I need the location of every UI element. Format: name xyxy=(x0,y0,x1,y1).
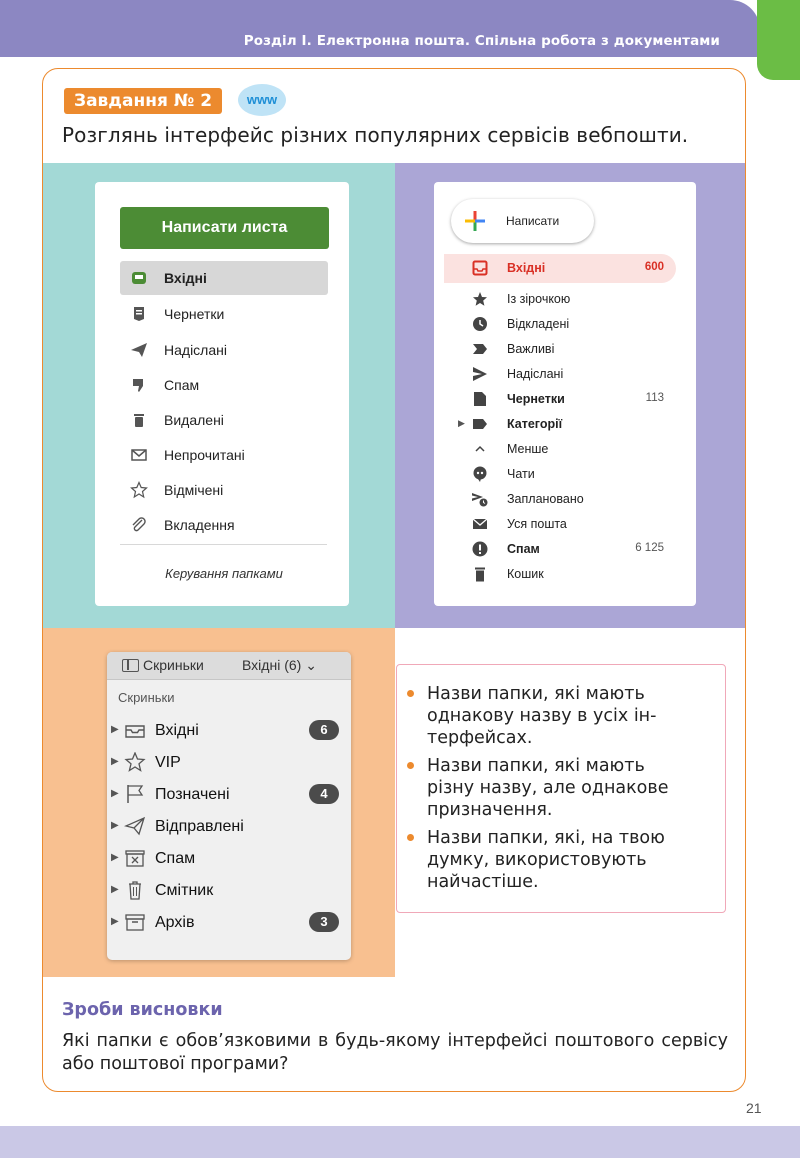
draft-icon xyxy=(472,391,488,407)
item-label: Важливі xyxy=(507,342,555,356)
disclosure-triangle-icon[interactable]: ▶ xyxy=(111,820,119,831)
unread-badge: 4 xyxy=(309,784,339,804)
trash-icon xyxy=(124,880,146,900)
mailboxes-button[interactable]: Скриньки xyxy=(143,657,204,673)
mailbox-inbox[interactable] xyxy=(107,716,351,746)
question-item xyxy=(427,683,717,749)
manage-folders-link[interactable]: Керування папками xyxy=(165,566,283,581)
service2-item-scheduled[interactable] xyxy=(444,487,676,512)
task-intro: Розглянь інтерфейс різних популярних сервісів вебпошти. xyxy=(62,123,689,147)
question-item xyxy=(427,827,717,893)
service2-item-trash[interactable] xyxy=(444,562,676,587)
compose-button[interactable] xyxy=(451,199,594,243)
question-line: найчастіше. xyxy=(427,872,539,892)
item-label: Чернетки xyxy=(507,392,565,406)
folder-label: Спам xyxy=(164,377,200,393)
mailbox-junk[interactable] xyxy=(107,844,351,874)
service1-folder-deleted[interactable] xyxy=(120,403,328,437)
service2-item-drafts[interactable] xyxy=(444,387,676,412)
footer-band xyxy=(0,1126,800,1158)
disclosure-triangle-icon[interactable]: ▶ xyxy=(111,884,119,895)
question-line: різну назву, але однакове xyxy=(427,778,669,798)
question-line: думку, використовують xyxy=(427,850,647,870)
flag-icon xyxy=(124,784,146,804)
folder-label: Надіслані xyxy=(164,342,227,358)
mailbox-label: Позначені xyxy=(155,786,230,803)
question-line: Назви папки, які мають xyxy=(427,756,645,776)
disclosure-triangle-icon[interactable]: ▶ xyxy=(111,724,119,735)
item-label: Категорії xyxy=(507,417,563,431)
trash-icon xyxy=(130,411,148,429)
bullet-dot xyxy=(407,690,414,697)
chat-icon xyxy=(472,466,488,482)
bullet-dot xyxy=(407,762,414,769)
disclosure-triangle-icon[interactable]: ▶ xyxy=(111,756,119,767)
paperclip-icon xyxy=(130,516,148,534)
item-label: Відкладені xyxy=(507,317,570,331)
mailbox-toolbar xyxy=(107,652,351,680)
expand-caret-icon[interactable]: ▶ xyxy=(458,418,465,428)
mailbox-label: Відправлені xyxy=(155,818,244,835)
disclosure-triangle-icon[interactable]: ▶ xyxy=(111,788,119,799)
service2-item-categories[interactable] xyxy=(444,412,676,437)
mailbox-label: VIP xyxy=(155,754,181,771)
folder-label: Видалені xyxy=(164,412,224,428)
service2-item-snoozed[interactable] xyxy=(444,312,676,337)
label-icon xyxy=(472,416,488,432)
chapter-tab xyxy=(757,0,800,80)
folder-label: Непрочитані xyxy=(164,447,245,463)
service1-folder-spam[interactable] xyxy=(120,368,328,402)
service2-item-sent[interactable] xyxy=(444,362,676,387)
www-icon: www xyxy=(238,84,286,116)
service1-folder-unread[interactable] xyxy=(120,438,328,472)
service3-sidebar xyxy=(107,652,351,960)
unread-badge: 3 xyxy=(309,912,339,932)
question-item xyxy=(427,755,717,821)
item-label: Чати xyxy=(507,467,535,481)
send-icon xyxy=(472,366,488,382)
item-label: Вхідні xyxy=(507,261,546,275)
service2-item-all-mail[interactable] xyxy=(444,512,676,537)
thumbs-down-icon xyxy=(130,376,148,394)
question-line: Назви папки, які, на твою xyxy=(427,828,665,848)
folder-label: Вкладення xyxy=(164,517,235,533)
item-count: 113 xyxy=(645,392,664,404)
item-label: Спам xyxy=(507,542,540,556)
mailbox-flagged[interactable] xyxy=(107,780,351,810)
service1-folder-sent[interactable] xyxy=(120,333,328,367)
draft-icon xyxy=(130,305,148,323)
question-line: терфейсах. xyxy=(427,728,533,748)
compose-label: Написати xyxy=(506,214,560,228)
scheduled-icon xyxy=(472,491,488,507)
service1-folder-flagged[interactable] xyxy=(120,473,328,507)
junk-icon xyxy=(124,848,146,868)
mailbox-archive[interactable] xyxy=(107,908,351,938)
compose-button[interactable]: Написати листа xyxy=(120,207,329,249)
question-line: призначення. xyxy=(427,800,553,820)
service2-item-less[interactable] xyxy=(444,437,676,462)
folder-label: Відмічені xyxy=(164,482,224,498)
bullet-dot xyxy=(407,834,414,841)
inbox-tray-icon xyxy=(124,720,146,740)
page-number: 21 xyxy=(746,1100,762,1116)
inbox-icon xyxy=(130,269,148,287)
service2-item-inbox[interactable] xyxy=(444,256,676,281)
important-icon xyxy=(472,341,488,357)
chapter-title: Розділ І. Електронна пошта. Спільна робота з документами xyxy=(243,33,720,49)
chevron-up-icon xyxy=(472,441,488,457)
sent-icon xyxy=(130,341,148,359)
mailbox-label: Спам xyxy=(155,850,196,867)
item-label: Із зірочкою xyxy=(507,292,571,306)
mailbox-vip[interactable] xyxy=(107,748,351,778)
sidebar-toggle-icon[interactable] xyxy=(122,659,139,672)
item-label: Надіслані xyxy=(507,367,564,381)
mail-icon xyxy=(472,516,488,532)
service2-item-spam[interactable] xyxy=(444,537,676,562)
conclusion-text: Які папки є обов’язковими в будь-якому інтерфейсі поштового сервісу або поштової програми? xyxy=(62,1031,728,1074)
trash-icon xyxy=(472,566,488,582)
service1-folder-inbox[interactable] xyxy=(120,261,328,295)
archive-box-icon xyxy=(124,912,146,932)
mailbox-sent[interactable] xyxy=(107,812,351,842)
clock-icon xyxy=(472,316,488,332)
questions-box xyxy=(396,664,726,913)
disclosure-triangle-icon[interactable]: ▶ xyxy=(111,852,119,863)
service1-folder-drafts[interactable] xyxy=(120,297,328,331)
folder-label: Вхідні xyxy=(164,270,207,286)
star-icon xyxy=(472,291,488,307)
mailboxes-heading: Скриньки xyxy=(118,690,175,705)
spam-icon xyxy=(472,541,488,557)
service2-item-starred[interactable] xyxy=(444,287,676,312)
inbox-icon xyxy=(472,260,488,276)
item-label: Кошик xyxy=(507,567,544,581)
mailbox-trash[interactable] xyxy=(107,876,351,906)
divider xyxy=(120,544,327,545)
paper-plane-icon xyxy=(124,816,146,836)
disclosure-triangle-icon[interactable]: ▶ xyxy=(111,916,119,927)
chapter-header xyxy=(0,0,760,57)
plus-icon xyxy=(465,211,485,231)
question-line: Назви папки, які мають xyxy=(427,684,645,704)
item-label: Уся пошта xyxy=(507,517,567,531)
service2-item-chats[interactable] xyxy=(444,462,676,487)
item-label: Заплановано xyxy=(507,492,584,506)
item-count: 600 xyxy=(644,261,664,273)
service2-item-important[interactable] xyxy=(444,337,676,362)
unread-badge: 6 xyxy=(309,720,339,740)
unread-envelope-icon xyxy=(130,446,148,464)
question-line: однакову назву в усіх ін- xyxy=(427,706,657,726)
folder-label: Чернетки xyxy=(164,306,225,322)
item-label: Менше xyxy=(507,442,549,456)
inbox-dropdown[interactable]: Вхідні (6) ⌄ xyxy=(242,657,317,673)
mailbox-label: Архів xyxy=(155,914,195,931)
mailbox-label: Вхідні xyxy=(155,722,199,739)
item-count: 6 125 xyxy=(635,542,664,554)
task-badge: Завдання № 2 xyxy=(64,88,222,114)
mailbox-label: Смітник xyxy=(155,882,214,899)
service1-folder-attachments[interactable] xyxy=(120,508,328,542)
star-outline-icon xyxy=(124,752,146,772)
star-icon xyxy=(130,481,148,499)
conclusion-heading: Зроби висновки xyxy=(62,1000,223,1020)
